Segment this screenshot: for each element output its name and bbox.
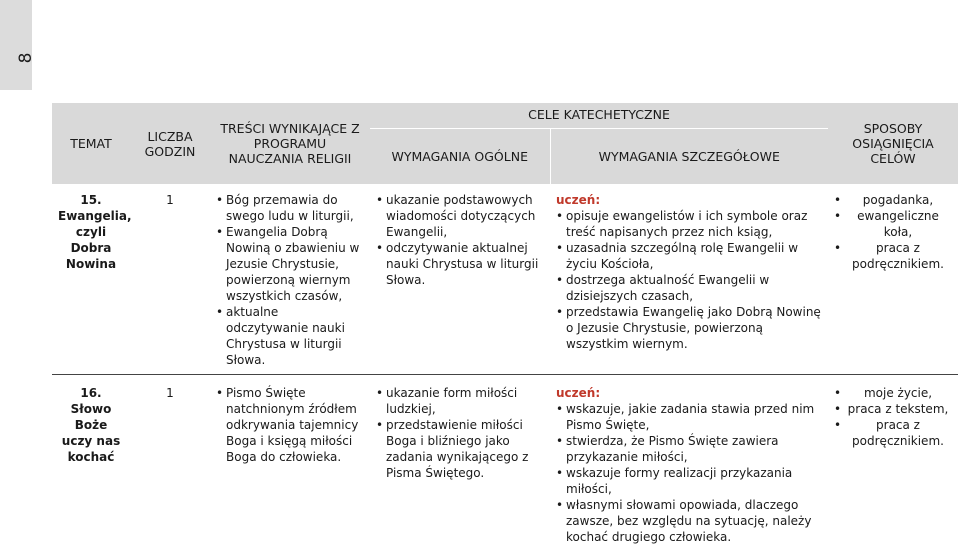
- topic-cell: 16. Słowo Boże uczy nas kochać: [61, 386, 121, 464]
- header-topic: TEMAT: [52, 103, 130, 184]
- page-tab: [0, 0, 36, 90]
- list-item: • Pismo Święte natchnionym źródłem odkrywania tajemnicy Boga i księgą miłości Boga do człowieka.: [216, 385, 364, 465]
- detailed-cell: [550, 192, 828, 375]
- list-item: • aktualne odczytywanie nauki Chrystusa w liturgii Słowa.: [216, 304, 364, 368]
- page-number: 8: [16, 52, 36, 64]
- header-content: TREŚCI WYNIKAJĄCE Z PROGRAMU NAUCZANIA RELIGII: [210, 103, 370, 184]
- header-general: WYMAGANIA OGÓLNE: [370, 128, 550, 184]
- list-item: • ukazanie podstawowych wiadomości dotyczących Ewangelii,: [376, 192, 544, 240]
- list-item: • praca z podręcznikiem.: [834, 417, 952, 449]
- list-item: • stwierdza, że Pismo Święte zawiera przykazanie miłości,: [556, 433, 822, 465]
- hours-cell: 1: [166, 386, 174, 400]
- list-item: • ukazanie form miłości ludzkiej,: [376, 385, 544, 417]
- list-item: • własnymi słowami opowiada, dlaczego zawsze, bez względu na sytuację, należy kochać drugiego człowieka.: [556, 497, 822, 545]
- list-item: • przedstawienie miłości Boga i bliźniego jako zadania wynikającego z Pisma Świętego.: [376, 417, 544, 481]
- list-item: • opisuje ewangelistów i ich symbole oraz treść napisanych przez nich ksiąg,: [556, 208, 822, 240]
- header-goals: CELE KATECHETYCZNE: [370, 103, 828, 128]
- table-row: [52, 192, 958, 375]
- table-row: [52, 385, 958, 550]
- list-item: • pogadanka,: [834, 192, 952, 208]
- list-item: • przedstawia Ewangelię jako Dobrą Nowinę o Jezusie Chrystusie, powierzoną wszystkim wiernym.: [556, 304, 822, 352]
- header-methods: SPOSOBY OSIĄGNIĘCIA CELÓW: [828, 103, 958, 184]
- list-item: • odczytywanie aktualnej nauki Chrystusa w liturgii Słowa.: [376, 240, 544, 288]
- curriculum-table: [52, 103, 958, 550]
- list-item: • praca z podręcznikiem.: [834, 240, 952, 272]
- topic-cell: 15. Ewangelia, czyli Dobra Nowina: [58, 193, 132, 271]
- hours-cell: 1: [166, 193, 174, 207]
- list-item: • wskazuje, jakie zadania stawia przed nim Pismo Święte,: [556, 401, 822, 433]
- list-item: • ewangeliczne koła,: [834, 208, 952, 240]
- content-cell: [210, 385, 370, 550]
- list-item: • wskazuje formy realizacji przykazania miłości,: [556, 465, 822, 497]
- header-detailed: WYMAGANIA SZCZEGÓŁOWE: [550, 128, 828, 184]
- methods-cell: [828, 192, 958, 375]
- student-label: uczeń:: [556, 193, 601, 207]
- detailed-cell: [550, 385, 828, 550]
- content-cell: [210, 192, 370, 375]
- general-cell: [370, 192, 550, 375]
- list-item: • Bóg przemawia do swego ludu w liturgii,: [216, 192, 364, 224]
- student-label: uczeń:: [556, 386, 601, 400]
- list-item: • Ewangelia Dobrą Nowiną o zbawieniu w Jezusie Chrystusie, powierzoną wiernym wszystkich czasów,: [216, 224, 364, 304]
- methods-cell: [828, 385, 958, 550]
- list-item: • uzasadnia szczególną rolę Ewangelii w życiu Kościoła,: [556, 240, 822, 272]
- list-item: • moje życie,: [834, 385, 952, 401]
- list-item: • praca z tekstem,: [834, 401, 952, 417]
- header-hours: LICZBA GODZIN: [130, 103, 210, 184]
- list-item: • dostrzega aktualność Ewangelii w dzisiejszych czasach,: [556, 272, 822, 304]
- general-cell: [370, 385, 550, 550]
